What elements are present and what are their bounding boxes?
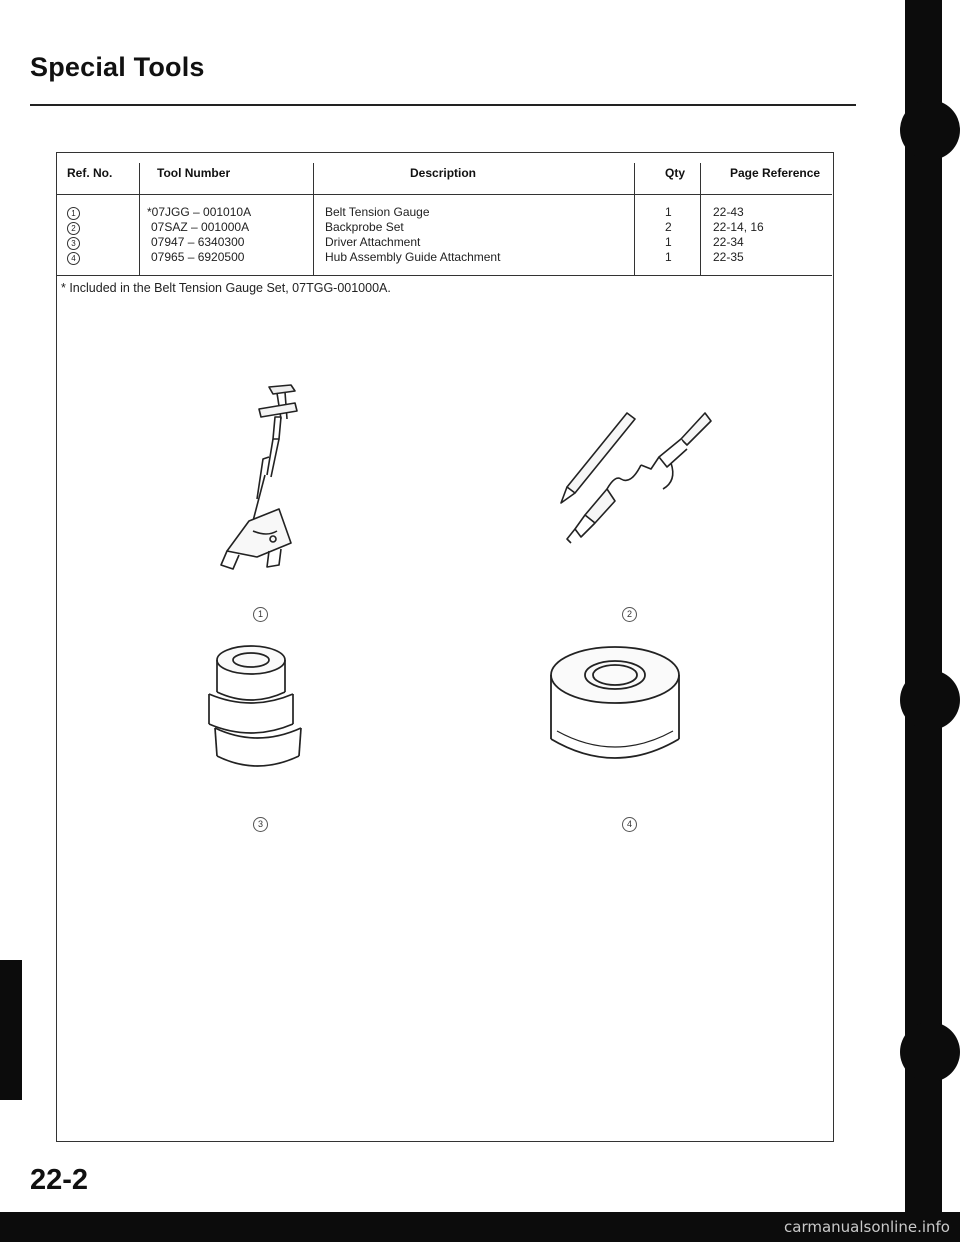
table-row-description: Backprobe Set: [325, 220, 404, 234]
header-page-reference: Page Reference: [730, 166, 821, 180]
table-row-tool-number: 07965 – 6920500: [151, 250, 245, 264]
table-row-ref: 3: [67, 237, 80, 250]
page-number: 22-2: [30, 1164, 89, 1196]
table-row-qty: 1: [665, 250, 672, 264]
table-row-description: Driver Attachment: [325, 235, 421, 249]
table-row-description: Hub Assembly Guide Attachment: [325, 250, 501, 264]
section-tab-mark: [900, 1022, 960, 1082]
table-row-tool-number: *07JGG – 001010A: [147, 205, 252, 219]
column-divider: [634, 163, 635, 275]
table-row-page-reference: 22-43: [713, 205, 744, 219]
rows-rule: [57, 275, 832, 276]
table-row-tool-number: 07SAZ – 001000A: [151, 220, 250, 234]
table-row-page-reference: 22-35: [713, 250, 744, 264]
header-tool-number: Tool Number: [157, 166, 231, 180]
table-row-page-reference: 22-34: [713, 235, 744, 249]
table-row-ref: 1: [67, 207, 80, 220]
section-tab-mark: [900, 100, 960, 160]
watermark: carmanualsonline.info: [784, 1218, 950, 1236]
table-row-ref: 4: [67, 252, 80, 265]
belt-tension-gauge-illustration: [187, 381, 307, 571]
description-column: [325, 205, 500, 265]
table-row-tool-number: 07947 – 6340300: [151, 235, 245, 249]
header-ref-no: Ref. No.: [67, 166, 113, 180]
table-row-qty: 2: [665, 220, 672, 234]
column-divider: [139, 163, 140, 275]
title-rule: [30, 104, 856, 106]
footnote: * Included in the Belt Tension Gauge Set, 07TGG-001000A.: [61, 281, 391, 295]
tool-number-column: [147, 205, 251, 265]
figure-caption: 1: [253, 607, 268, 622]
table-row-description: Belt Tension Gauge: [325, 205, 430, 219]
figure-caption: 4: [622, 817, 637, 832]
ref-no-column: [67, 205, 80, 265]
header-qty: Qty: [665, 166, 686, 180]
figure-caption: 3: [253, 817, 268, 832]
header-rule: [57, 194, 832, 195]
table-row-qty: 1: [665, 205, 672, 219]
section-tab-mark: [900, 670, 960, 730]
page-reference-column: [713, 205, 764, 265]
page-title: Special Tools: [30, 52, 205, 82]
driver-attachment-illustration: [197, 638, 319, 778]
hub-assembly-guide-attachment-illustration: [541, 641, 691, 769]
header-description: Description: [410, 166, 477, 180]
special-tools-frame: [56, 152, 834, 1142]
backprobe-set-illustration: [535, 393, 735, 563]
table-row-qty: 1: [665, 235, 672, 249]
qty-column: [665, 205, 672, 265]
table-row-page-reference: 22-14, 16: [713, 220, 764, 234]
column-divider: [313, 163, 314, 275]
left-edge-mark: [0, 960, 22, 1100]
figure-caption: 2: [622, 607, 637, 622]
table-row-ref: 2: [67, 222, 80, 235]
column-divider: [700, 163, 701, 275]
